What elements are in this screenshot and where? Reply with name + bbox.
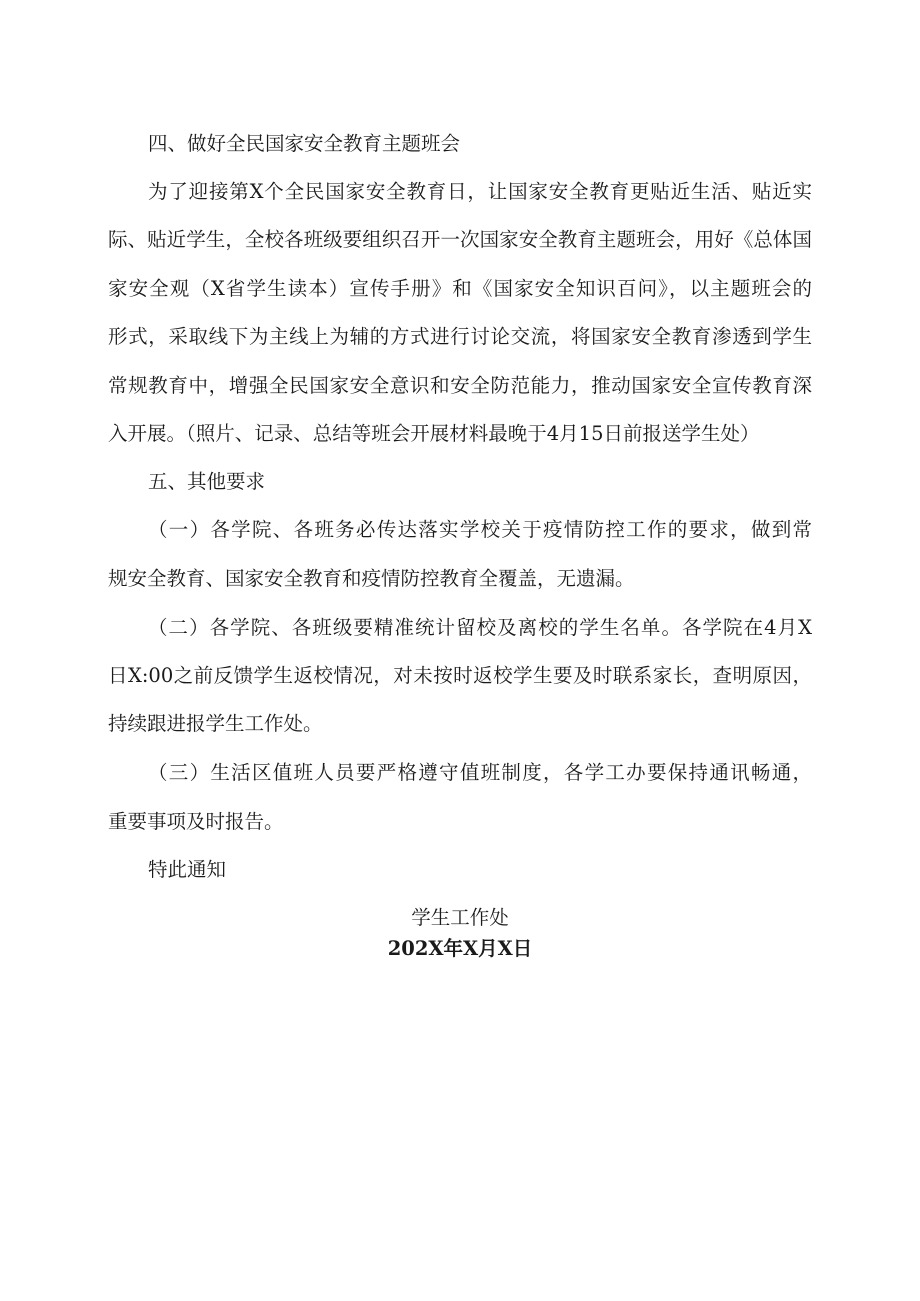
item-2-line-1: （二）各学院、各班级要精准统计留校及离校的学生名单。各学院在4月X xyxy=(148,616,812,639)
item-1-line-2: 规安全教育、国家安全教育和疫情防控教育全覆盖，无遗漏。 xyxy=(108,567,635,590)
issue-date: 202X年X月X日 xyxy=(387,937,533,960)
section-4-paragraph-line-5: 常规教育中，增强全民国家安全意识和安全防范能力，推动国家安全宣传教育深 xyxy=(108,374,812,397)
section-4-paragraph-line-3: 家安全观（X省学生读本）宣传手册》和《国家安全知识百问》，以主题班会的 xyxy=(108,277,812,300)
item-1-line-1: （一）各学院、各班务必传达落实学校关于疫情防控工作的要求，做到常 xyxy=(148,518,812,541)
section-4-paragraph-line-2: 际、贴近学生，全校各班级要组织召开一次国家安全教育主题班会，用好《总体国 xyxy=(108,228,812,251)
closing-notice: 特此通知 xyxy=(148,858,227,881)
section-5-heading: 五、其他要求 xyxy=(148,470,266,493)
item-3-line-1: （三）生活区值班人员要严格遵守值班制度，各学工办要保持通讯畅通， xyxy=(148,761,812,784)
item-2-line-3: 持续跟进报学生工作处。 xyxy=(108,712,323,735)
item-3-line-2: 重要事项及时报告。 xyxy=(108,810,284,833)
section-4-paragraph-line-4: 形式，采取线下为主线上为辅的方式进行讨论交流，将国家安全教育渗透到学生 xyxy=(108,325,812,348)
section-4-paragraph-line-6: 入开展。（照片、记录、总结等班会开展材料最晚于4月15日前报送学生处） xyxy=(108,422,760,445)
section-4-paragraph-line-1: 为了迎接第X个全民国家安全教育日，让国家安全教育更贴近生活、贴近实 xyxy=(148,180,812,203)
item-2-line-2: 日X:00之前反馈学生返校情况，对未按时返校学生要及时联系家长，查明原因， xyxy=(108,664,812,687)
section-4-heading: 四、做好全民国家安全教育主题班会 xyxy=(148,132,461,155)
issuer-name: 学生工作处 xyxy=(411,906,509,929)
